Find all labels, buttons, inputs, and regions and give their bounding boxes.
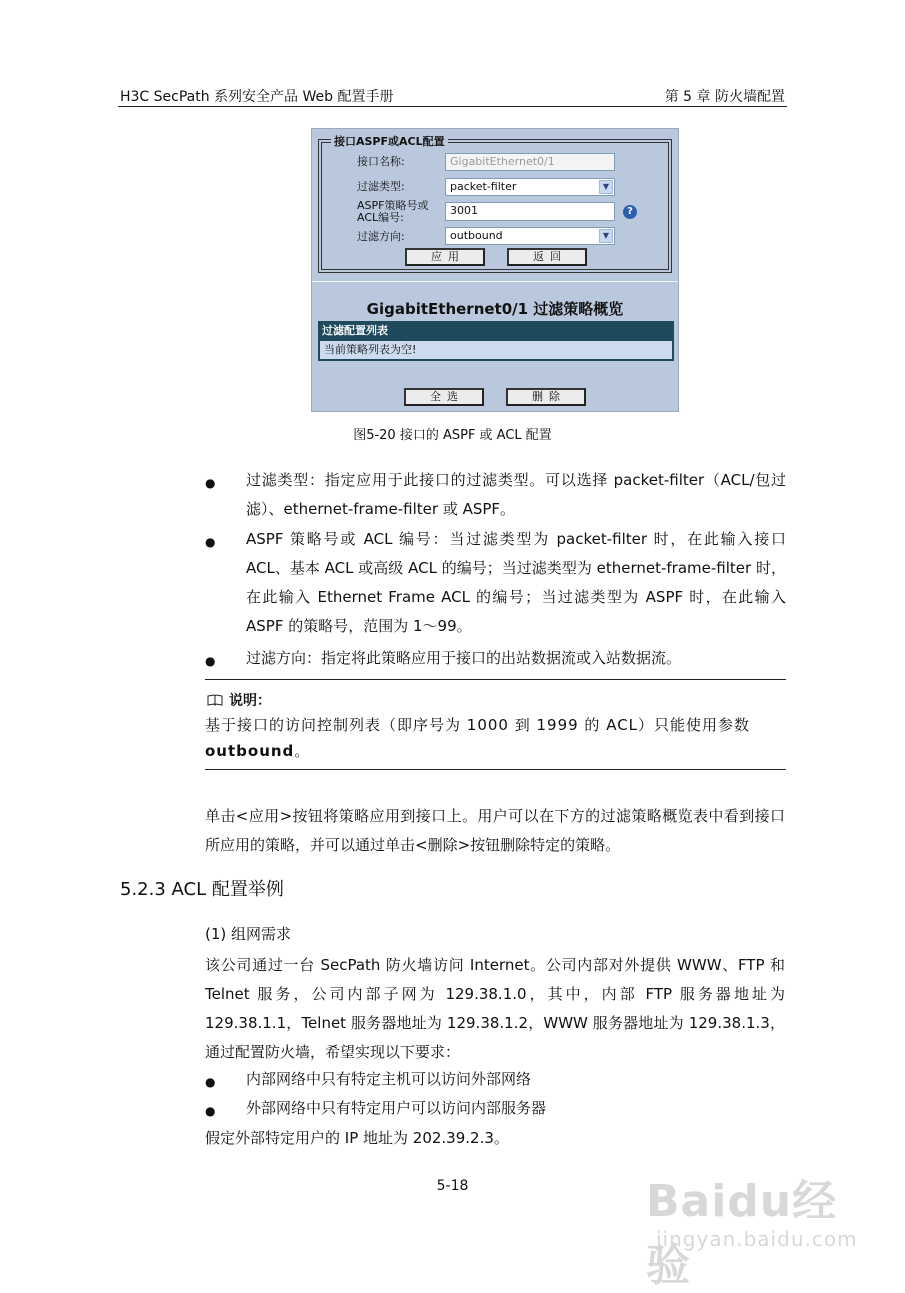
note-top-rule xyxy=(205,679,786,680)
book-icon xyxy=(207,694,223,707)
note-bottom-rule xyxy=(205,769,786,770)
panel-divider xyxy=(312,281,678,282)
acl-number-label-line2: ACL编号: xyxy=(357,211,404,224)
filter-direction-label: 过滤方向: xyxy=(357,230,405,243)
note-end: 。 xyxy=(294,742,311,760)
bullet-symbol: ● xyxy=(205,1104,216,1118)
apply-paragraph: 单击<应用>按钮将策略应用到接口上。用户可以在下方的过滤策略概览表中看到接口所应用的策略，并可以通过单击<删除>按钮删除特定的策略。 xyxy=(205,807,785,854)
note-bold-param: outbound xyxy=(205,742,295,760)
filter-list-empty: 当前策略列表为空! xyxy=(318,341,674,361)
running-header-right: 第 5 章 防火墙配置 xyxy=(664,89,785,105)
note-text xyxy=(205,712,785,764)
bullet-symbol: ● xyxy=(205,1075,216,1089)
watermark-logo: Baidu经验 xyxy=(646,1176,838,1291)
baidu-watermark xyxy=(636,1155,858,1291)
acl-number-label-line1: ASPF策略号或 xyxy=(357,199,429,212)
note-title-text: 说明： xyxy=(229,693,271,709)
acl-config-fieldset xyxy=(318,135,672,273)
bullet-acl-number: ASPF 策略号或 ACL 编号：当过滤类型为 packet-filter 时，在此输入接口 ACL、基本 ACL 或高级 ACL 的编号；当过滤类型为 ethernet-frame-filter 时，在此输入 Ethernet Frame ACL 的编号；当过滤类型为 ASPF 时，在此输入 ASPF 的策略号，范围为 1～99。 xyxy=(246,530,786,635)
figure-caption: 图5-20 接口的 ASPF 或 ACL 配置 xyxy=(353,428,552,443)
requirement-hosts: 内部网络中只有特定主机可以访问外部网络 xyxy=(246,1070,532,1088)
running-header-left: H3C SecPath 系列安全产品 Web 配置手册 xyxy=(120,89,394,105)
filter-direction-value: outbound xyxy=(450,229,503,242)
bullet-filter-type: 过滤类型：指定应用于此接口的过滤类型。可以选择 packet-filter（ACL/包过滤）、ethernet-frame-filter 或 ASPF。 xyxy=(246,471,786,518)
interface-name-field[interactable]: GigabitEthernet0/1 xyxy=(445,153,615,171)
overview-title: GigabitEthernet0/1 过滤策略概览 xyxy=(366,300,624,318)
back-button[interactable]: 返回 xyxy=(507,248,587,266)
network-paragraph: 该公司通过一台 SecPath 防火墙访问 Internet。公司内部对外提供 WWW、FTP 和 Telnet 服务，公司内部子网为 129.38.1.0，其中，内部 FTP 服务器地址为 129.38.1.1，Telnet 服务器地址为 129.38.1.2，WWW 服务器地址为 129.38.1.3，通过配置防火墙，希望实现以下要求： xyxy=(205,956,785,1061)
filter-type-value: packet-filter xyxy=(450,180,517,193)
note-body: 基于接口的访问控制列表（即序号为 1000 到 1999 的 ACL）只能使用参数 xyxy=(205,716,751,734)
bullet-symbol: ● xyxy=(205,535,216,549)
watermark-url: jingyan.baidu.com xyxy=(656,1227,858,1251)
section-title: 5.2.3 ACL 配置举例 xyxy=(120,879,284,900)
bullet-symbol: ● xyxy=(205,654,216,668)
header-rule xyxy=(118,106,787,107)
acl-config-screenshot xyxy=(311,128,679,412)
fieldset-legend: 接口ASPF或ACL配置 xyxy=(331,133,448,149)
chevron-down-icon[interactable]: ▼ xyxy=(599,180,613,194)
filter-type-select[interactable] xyxy=(445,178,615,196)
filter-list-header: 过滤配置列表 xyxy=(318,321,674,341)
bullet-direction: 过滤方向：指定将此策略应用于接口的出站数据流或入站数据流。 xyxy=(246,649,682,667)
assume-paragraph: 假定外部特定用户的 IP 地址为 202.39.2.3。 xyxy=(205,1129,509,1147)
note-title xyxy=(207,690,271,710)
acl-number-input[interactable]: 3001 xyxy=(445,202,615,221)
help-icon[interactable]: ? xyxy=(623,205,637,219)
chevron-down-icon[interactable]: ▼ xyxy=(599,229,613,243)
page-number: 5-18 xyxy=(436,1178,469,1194)
apply-button[interactable]: 应用 xyxy=(405,248,485,266)
requirement-users: 外部网络中只有特定用户可以访问内部服务器 xyxy=(246,1099,547,1117)
sub-heading: (1) 组网需求 xyxy=(205,925,292,943)
filter-direction-select[interactable] xyxy=(445,227,615,245)
delete-button[interactable]: 删除 xyxy=(506,388,586,406)
select-all-button[interactable]: 全选 xyxy=(404,388,484,406)
bullet-symbol: ● xyxy=(205,476,216,490)
filter-type-label: 过滤类型: xyxy=(357,180,405,193)
interface-name-label: 接口名称: xyxy=(357,155,405,168)
